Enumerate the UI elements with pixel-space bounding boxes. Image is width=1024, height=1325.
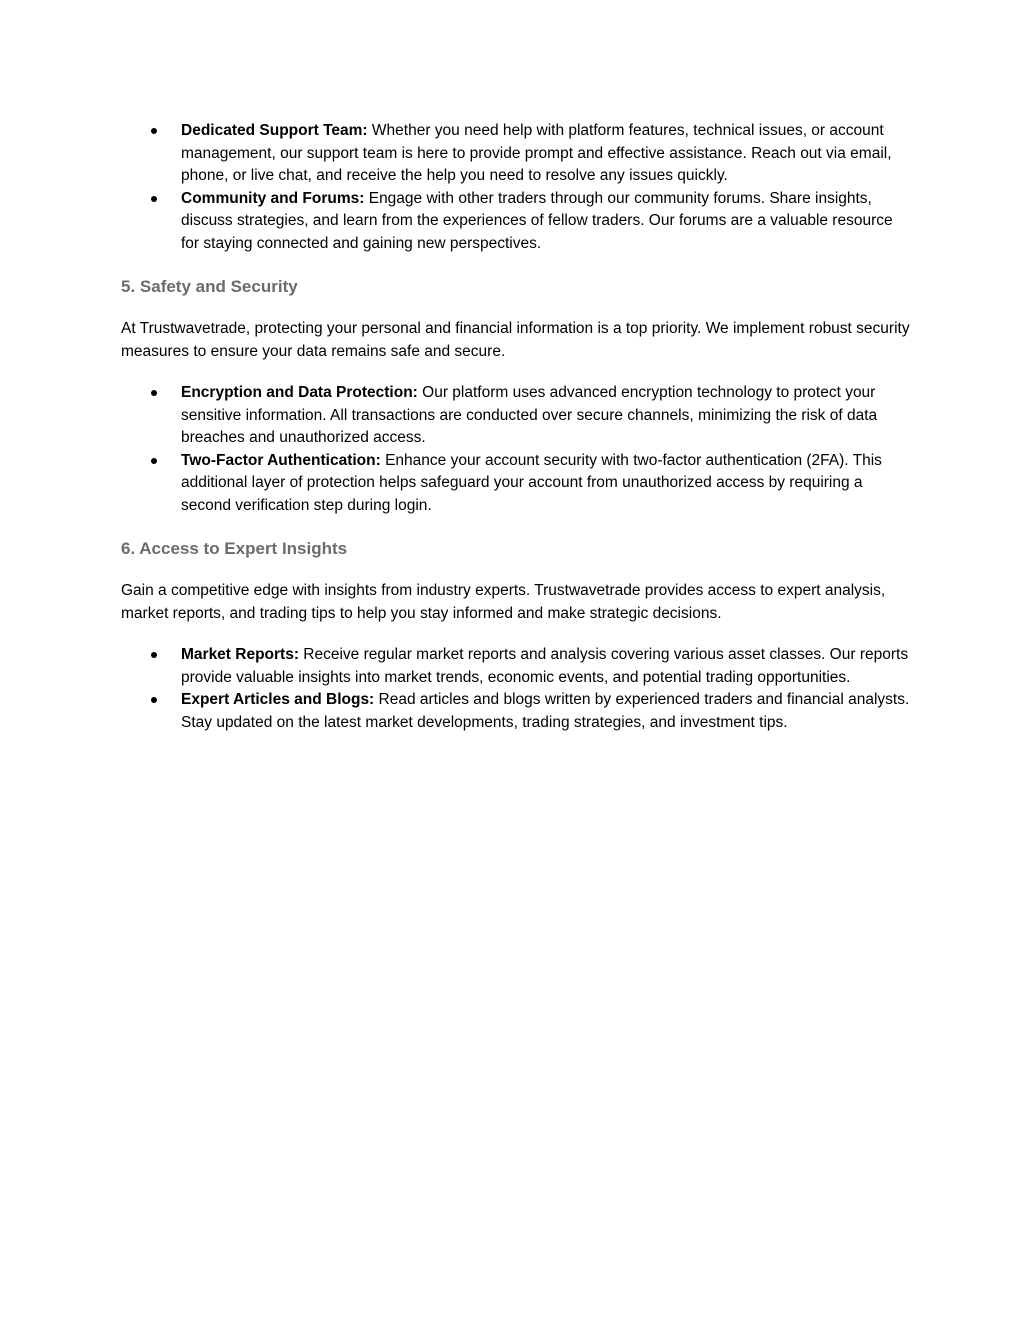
bullet-title: Dedicated Support Team:	[181, 122, 368, 139]
section-heading: 5. Safety and Security	[121, 277, 298, 296]
list-item	[121, 382, 911, 450]
support-bullet-list	[121, 120, 911, 255]
list-item	[121, 120, 911, 188]
bullet-icon	[151, 390, 157, 396]
section-heading: 6. Access to Expert Insights	[121, 539, 348, 558]
list-item	[121, 450, 911, 518]
list-item	[121, 188, 911, 256]
bullet-title: Market Reports:	[181, 646, 299, 663]
bullet-icon	[151, 196, 157, 202]
bullet-text: Our platform uses advanced encryption technology to protect your sensitive information. All transactions are conducted over secure channels, minimizing the risk of data breaches and unauthorized access.	[181, 384, 878, 446]
bullet-icon	[151, 458, 157, 464]
bullet-text: Receive regular market reports and analysis covering various asset classes. Our reports provide valuable insights into market trends, economic events, and potential trading opportunities.	[181, 646, 909, 686]
bullet-text: Engage with other traders through our community forums. Share insights, discuss strategies, and learn from the experiences of fellow traders. Our forums are a valuable resource for staying connected and gaining new perspectives.	[181, 189, 893, 252]
list-item	[121, 644, 911, 689]
bullet-title: Expert Articles and Blogs:	[181, 691, 375, 708]
security-bullet-list	[121, 382, 911, 517]
bullet-text: Whether you need help with platform features, technical issues, or account management, our support team is here to provide prompt and effective assistance. Reach out via email, phone, or live chat, and receive the help you need to resolve any issues quickly.	[181, 122, 892, 184]
list-item	[121, 689, 911, 734]
bullet-text: Enhance your account security with two-factor authentication (2FA). This additional layer of protection helps safeguard your account from unauthorized access by requiring a second verification step during login.	[181, 451, 882, 514]
section-paragraph: Gain a competitive edge with insights from industry experts. Trustwavetrade provides access to expert analysis, market reports, and trading tips to help you stay informed and make strategic decisions.	[121, 582, 886, 622]
bullet-icon	[151, 697, 157, 703]
section-paragraph: At Trustwavetrade, protecting your personal and financial information is a top priority. We implement robust security measures to ensure your data remains safe and secure.	[121, 320, 910, 360]
bullet-icon	[151, 128, 157, 134]
bullet-title: Community and Forums:	[181, 189, 365, 207]
bullet-title: Encryption and Data Protection:	[181, 384, 418, 401]
bullet-text: Read articles and blogs written by experienced traders and financial analysts. Stay updated on the latest market developments, trading strategies, and investment tips.	[181, 691, 910, 731]
document-page	[121, 120, 911, 734]
bullet-title: Two-Factor Authentication:	[181, 451, 381, 469]
bullet-icon	[151, 652, 157, 658]
insights-bullet-list	[121, 644, 911, 734]
